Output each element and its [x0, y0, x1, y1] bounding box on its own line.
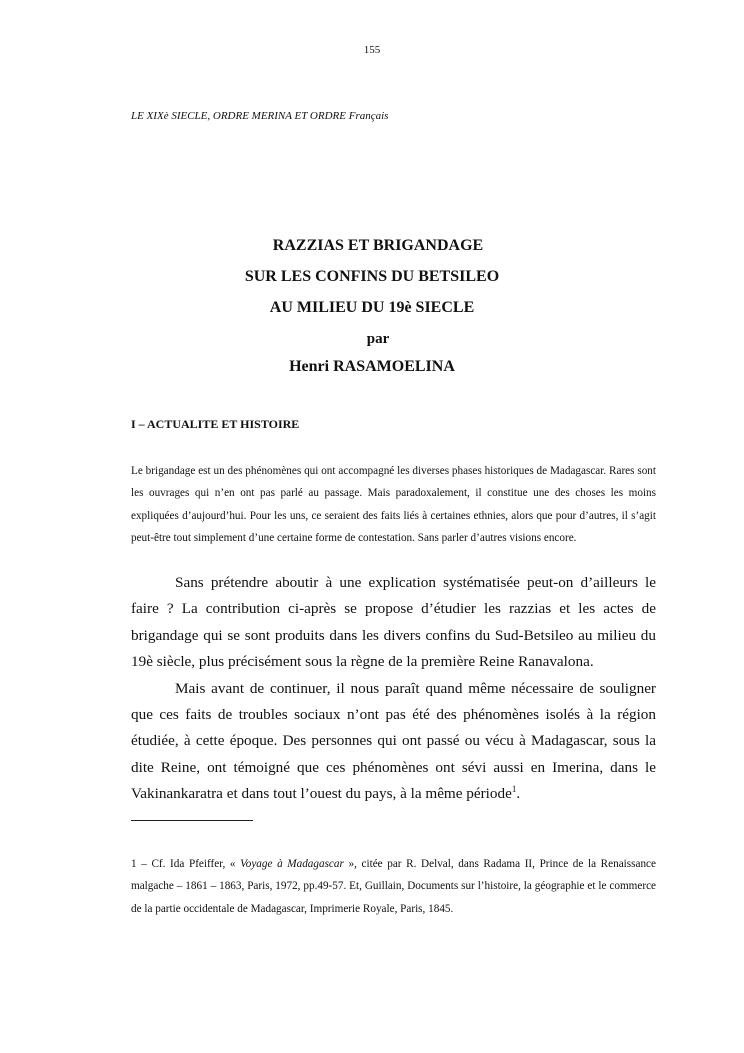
paragraph-3-text: Mais avant de continuer, il nous paraît quand même nécessaire de souligner que ces faits de troubles sociaux n’ont pas été des phénomènes isolés à la région étudiée, à cette époque. Des personnes qui ont passé ou vécu à Madagascar, sous la dite Reine, ont témoigné que ces phénomènes ont sévi aussi en Imerina, dans le Vakinankaratra et dans tout l’ouest du pays, à la même période — [131, 679, 656, 803]
running-header: LE XIXè SIECLE, ORDRE MERINA ET ORDRE Français — [131, 110, 389, 122]
title-block — [0, 236, 744, 388]
title-by: par — [366, 331, 390, 347]
intro-paragraph-block — [131, 460, 656, 550]
paragraph-3 — [131, 676, 656, 808]
footnote-separator — [131, 820, 253, 821]
title-line-1: RAZZIAS ET BRIGANDAGE — [272, 237, 484, 254]
page-number: 155 — [363, 44, 381, 56]
body-text — [131, 570, 656, 808]
paragraph-3-end: . — [516, 785, 521, 803]
author-name: Henri RASAMOELINA — [289, 358, 455, 375]
intro-paragraph: Le brigandage est un des phénomènes qui ont accompagné les diverses phases historiques de Madagascar. Rares sont les ouvrages qui n’en ont pas parlé au passage. Mais paradoxalement, il constitue une des choses les moins expliquées d’aujourd’hui. Pour les uns, ce seraient des faits liés à certaines ethnies, alors que pour d’autres, il s’agit peut-être tout simplement d’une certaine forme de contestation. Sans parler d’autres visions encore. — [131, 465, 656, 545]
title-line-3: AU MILIEU DU 19è SIECLE — [269, 299, 475, 316]
footnote-text — [131, 853, 656, 920]
footnote-prefix: 1 – Cf. Ida Pfeiffer, « — [131, 858, 241, 870]
footnote-italic-title: Voyage à Madagascar — [240, 858, 344, 870]
paragraph-2: Sans prétendre aboutir à une explication systématisée peut-on d’ailleurs le faire ? La contribution ci-après se propose d’étudier les razzias et les actes de brigandage qui se sont produits dans les divers confins du Sud-Betsileo au milieu du 19è siècle, plus précisément sous la règne de la première Reine Ranavalona. — [131, 574, 656, 671]
section-heading: I – ACTUALITE ET HISTOIRE — [131, 417, 300, 431]
footnote-reference[interactable]: 1 — [511, 784, 517, 795]
title-line-2: SUR LES CONFINS DU BETSILEO — [244, 268, 500, 285]
footnote-suffix: », citée par R. Delval, dans Radama II, Prince de la Renaissance malgache – 1861 – 1863, Paris, 1972, pp.49-57. Et, Guillain, Documents sur l’histoire, la géographie et le commerce de la partie occidentale de Madagascar, Imprimerie Royale, Paris, 1845. — [131, 858, 656, 915]
footnote — [131, 853, 656, 920]
